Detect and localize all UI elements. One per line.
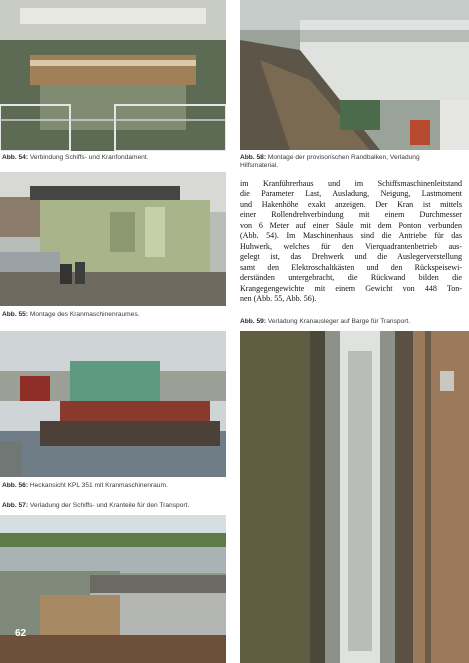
caption-text-line2: Hilfsmaterial. — [240, 162, 279, 170]
body-line: die Parameter Last, Ausladung, Neigung, Lastmoment — [240, 189, 462, 199]
photo-abb-58 — [240, 0, 469, 150]
caption-abb-58 — [240, 154, 420, 171]
body-line: von 6 Meter auf einer Säule mit dem Ponton verbunden — [240, 220, 462, 230]
caption-text: Verladung der Schiffs- und Kranteile für den Transport. — [29, 502, 190, 509]
caption-label: Abb. 55: — [2, 311, 29, 318]
caption-text: Verbindung Schiffs- und Kranfondament. — [29, 154, 149, 161]
caption-text: Heckansicht KPL 351 mit Kranmaschinenraum. — [29, 482, 168, 489]
body-line: gelegt ist, das Drehwerk und die Auslegerverstellung — [240, 252, 462, 262]
caption-label: Abb. 56: — [2, 482, 29, 489]
caption-abb-54 — [2, 154, 149, 162]
photo-abb-59 — [240, 331, 469, 663]
photo-abb-56 — [0, 331, 226, 477]
caption-text-line1: Montage der provisorischen Randbalken, Verladung — [267, 154, 420, 161]
caption-text: Montage des Kranmaschinenraumes. — [29, 311, 140, 318]
caption-label: Abb. 57: — [2, 502, 29, 509]
caption-abb-59 — [240, 318, 410, 326]
caption-label: Abb. 59: — [240, 318, 267, 325]
body-line: und Hakenhöhe exakt anzeigen. Der Kran ist mittels — [240, 199, 462, 209]
caption-abb-56 — [2, 482, 168, 490]
photo-abb-54 — [0, 0, 226, 151]
page-number: 62 — [15, 628, 27, 639]
caption-abb-57 — [2, 502, 189, 510]
body-line: derständen untergebracht, die Rückwand bilden die — [240, 273, 462, 283]
body-line: im Kranführerhaus und im Schiffsmaschinenleitstand — [240, 179, 462, 188]
photo-abb-55 — [0, 172, 226, 306]
caption-label: Abb. 58: — [240, 154, 267, 161]
body-line: Huhwerk, welches für den Vierquadrantenbetrieb aus- — [240, 241, 462, 251]
body-line: Krangegengewichte mit einem Gewicht von 448 Ton- — [240, 283, 462, 293]
caption-abb-55 — [2, 311, 139, 319]
body-line: (Abb. 54). Im Maschinenhaus sind die Antriebe für das — [240, 231, 462, 241]
caption-text: Verladung Kranausleger auf Barge für Transport. — [267, 318, 411, 325]
caption-label: Abb. 54: — [2, 154, 29, 161]
photo-abb-57 — [0, 515, 226, 663]
body-text — [240, 179, 462, 304]
body-line: samt den Elektroschaltkästen und den Rückspeisewi- — [240, 262, 462, 272]
body-line: nen (Abb. 55, Abb. 56). — [240, 293, 317, 303]
body-line: einer Rollendrehverbindung mit einem Durchmesser — [240, 210, 462, 220]
